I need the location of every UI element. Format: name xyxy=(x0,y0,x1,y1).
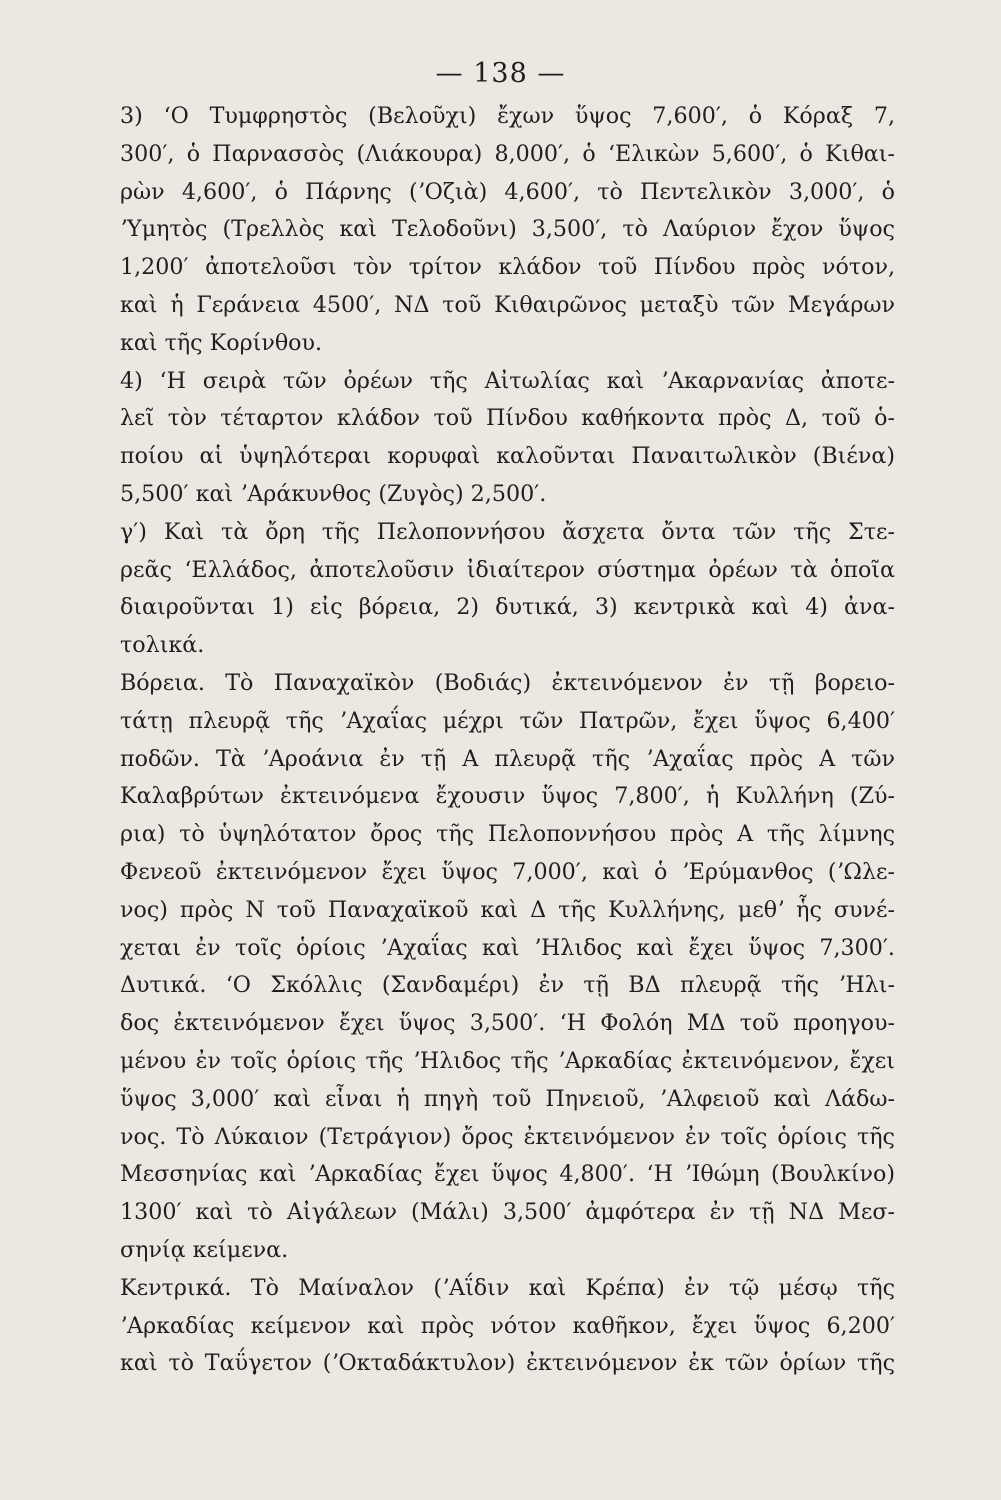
text-line: Δυτικά. ʻΟ Σκόλλις (Σανδαμέρι) ἐν τῇ ΒΔ πλευρᾷ τῆς ʼΗλι- xyxy=(120,972,895,999)
text-line: δος ἐκτεινόμενον ἔχει ὕψος 3,500′. ʻΗ Φολόη ΜΔ τοῦ προηγου- xyxy=(120,1010,895,1037)
text-line: καὶ τῆς Κορίνθου. xyxy=(120,329,323,356)
text-line: καὶ ἡ Γεράνεια 4500′, ΝΔ τοῦ Κιθαιρῶνος μεταξὺ τῶν Μεγάρων xyxy=(120,291,895,318)
text-line: διαιροῦνται 1) εἰς βόρεια, 2) δυτικά, 3) κεντρικὰ καὶ 4) ἀνα- xyxy=(120,594,895,621)
text-line: σηνίᾳ κείμενα. xyxy=(120,1236,289,1263)
text-line: ρὼν 4,600′, ὁ Πάρνης (ʼΟζιὰ) 4,600′, τὸ Πεντελικὸν 3,000′, ὁ xyxy=(120,178,895,205)
text-line: 4) ʻΗ σειρὰ τῶν ὀρέων τῆς Αἰτωλίας καὶ ʼΑκαρνανίας ἀποτε- xyxy=(120,367,895,394)
text-line: μένου ἐν τοῖς ὁρίοις τῆς ʼΗλιδος τῆς ʼΑρκαδίας ἐκτεινόμενον, ἔχει xyxy=(120,1047,895,1074)
text-line: ʼΥμητὸς (Τρελλὸς καὶ Τελοδοῦνι) 3,500′, τὸ Λαύριον ἔχον ὕψος xyxy=(120,216,895,243)
text-line: ρια) τὸ ὑψηλότατον ὄρος τῆς Πελοποννήσου πρὸς Α τῆς λίμνης xyxy=(120,821,895,848)
text-line: Κεντρικά. Τὸ Μαίναλον (ʼΑΐδιν καὶ Κρέπα) ἐν τῷ μέσῳ τῆς xyxy=(120,1274,895,1301)
page-body xyxy=(120,98,895,1383)
text-line: Φενεοῦ ἐκτεινόμενον ἔχει ὕψος 7,000′, καὶ ὁ ʼΕρύμανθος (ʼΩλε- xyxy=(120,858,895,885)
text-line: καὶ τὸ Ταΰγετον (ʼΟκταδάκτυλον) ἐκτεινόμενον ἐκ τῶν ὁρίων τῆς xyxy=(120,1350,895,1377)
text-line: γ′) Καὶ τὰ ὄρη τῆς Πελοποννήσου ἄσχετα ὄντα τῶν τῆς Στε- xyxy=(120,518,895,545)
text-line: Βόρεια. Τὸ Παναχαϊκὸν (Βοδιάς) ἐκτεινόμενον ἐν τῇ βορειο- xyxy=(120,669,895,696)
text-line: χεται ἐν τοῖς ὁρίοις ʼΑχαΐας καὶ ʼΗλιδος καὶ ἔχει ὕψος 7,300′. xyxy=(120,934,895,961)
text-line: 5,500′ καὶ ʼΑράκυνθος (Ζυγὸς) 2,500′. xyxy=(120,480,547,507)
text-line: 3) ʻΟ Τυμφρηστὸς (Βελοῦχι) ἔχων ὕψος 7,600′, ὁ Κόραξ 7, xyxy=(120,103,895,129)
text-line: ποδῶν. Τὰ ʼΑροάνια ἐν τῇ Α πλευρᾷ τῆς ʼΑχαΐας πρὸς Α τῶν xyxy=(120,745,895,772)
text-line: τάτῃ πλευρᾷ τῆς ʼΑχαΐας μέχρι τῶν Πατρῶν, ἔχει ὕψος 6,400′ xyxy=(120,707,895,734)
text-line: ὕψος 3,000′ καὶ εἶναι ἡ πηγὴ τοῦ Πηνειοῦ, ʼΑλφειοῦ καὶ Λάδω- xyxy=(120,1085,895,1112)
text-line: τολικά. xyxy=(120,632,205,659)
text-line: ʼΑρκαδίας κείμενον καὶ πρὸς νότον καθῆκον, ἔχει ὕψος 6,200′ xyxy=(120,1312,895,1339)
text-line: Μεσσηνίας καὶ ʼΑρκαδίας ἔχει ὕψος 4,800′. ʻΗ ʼΙθώμη (Βουλκίνο) xyxy=(120,1161,895,1188)
text-line: 1300′ καὶ τὸ Αἰγάλεων (Μάλι) 3,500′ ἀμφότερα ἐν τῇ ΝΔ Μεσ- xyxy=(120,1199,895,1226)
page-number: — 138 — xyxy=(435,58,566,89)
text-line: Καλαβρύτων ἐκτεινόμενα ἔχουσιν ὕψος 7,800′, ἡ Κυλλήνη (Ζύ- xyxy=(120,783,895,810)
text-line: 1,200′ ἀποτελοῦσι τὸν τρίτον κλάδον τοῦ Πίνδου πρὸς νότον, xyxy=(120,254,895,281)
text-line: ποίου αἱ ὑψηλότεραι κορυφαὶ καλοῦνται Παναιτωλικὸν (Βιένα) xyxy=(120,443,895,470)
text-line: λεῖ τὸν τέταρτον κλάδον τοῦ Πίνδου καθήκοντα πρὸς Δ, τοῦ ὁ- xyxy=(120,405,895,432)
text-line: νος) πρὸς Ν τοῦ Παναχαϊκοῦ καὶ Δ τῆς Κυλλήνης, μεθʼ ἧς συνέ- xyxy=(120,896,895,923)
text-line: 300′, ὁ Παρνασσὸς (Λιάκουρα) 8,000′, ὁ ʻΕλικὼν 5,600′, ὁ Κιθαι- xyxy=(120,140,895,167)
text-line: νος. Τὸ Λύκαιον (Τετράγιον) ὄρος ἐκτεινόμενον ἐν τοῖς ὁρίοις τῆς xyxy=(120,1123,895,1150)
text-line: ρεᾶς ʻΕλλάδος, ἀποτελοῦσιν ἰδιαίτερον σύστημα ὀρέων τὰ ὁποῖα xyxy=(120,556,895,583)
